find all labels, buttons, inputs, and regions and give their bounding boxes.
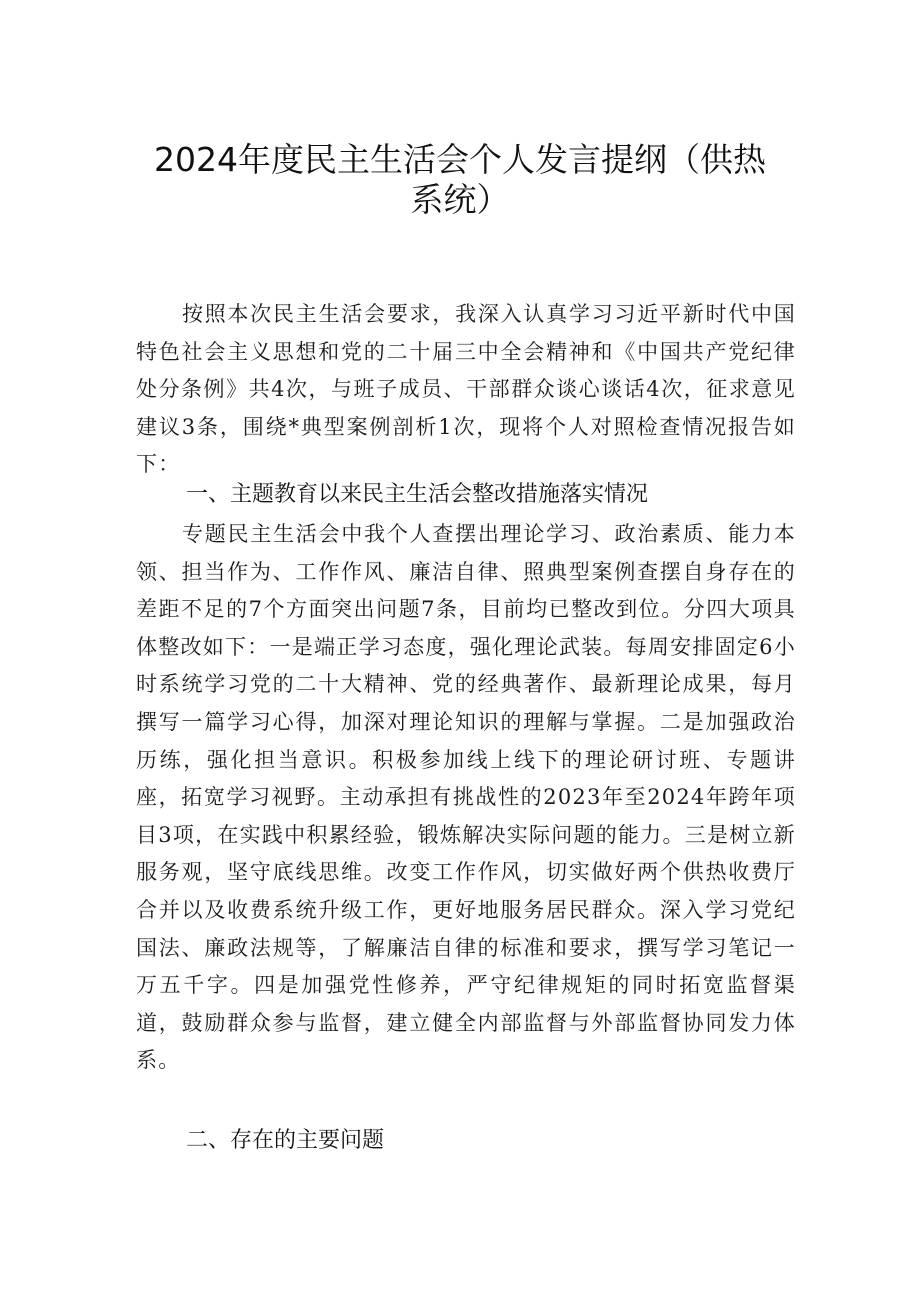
document-title-line-1: 2024年度民主生活会个人发言提纲（供热 (154, 140, 766, 179)
intro-paragraph: 按照本次民主生活会要求，我深入认真学习习近平新时代中国特色社会主义思想和党的二十届三中全会精神和《中国共产党纪律处分条例》共4次，与班子成员、干部群众谈心谈话4次，征求意见建议3条，围绕*典型案例剖析1次，现将个人对照检查情况报告如下： (136, 302, 796, 477)
section-heading-2: 二、存在的主要问题 (186, 1128, 385, 1153)
rectification-paragraph: 专题民主生活会中我个人查摆出理论学习、政治素质、能力本领、担当作为、工作作风、廉洁自律、照典型案例查摆自身存在的差距不足的7个方面突出问题7条，目前均已整改到位。分四大项具体整改如下：一是端正学习态度，强化理论武装。每周安排固定6小时系统学习党的二十大精神、党的经典著作、最新理论成果，每月撰写一篇学习心得，加深对理论知识的理解与掌握。二是加强政治历练，强化担当意识。积极参加线上线下的理论研讨班、专题讲座，拓宽学习视野。主动承担有挑战性的2023年至2024年跨年项目3项，在实践中积累经验，锻炼解决实际问题的能力。三是树立新服务观，坚守底线思维。改变工作作风，切实做好两个供热收费厅合并以及收费系统升级工作，更好地服务居民群众。深入学习党纪国法、廉政法规等，了解廉洁自律的标准和要求，撰写学习笔记一万五千字。四是加强党性修养，严守纪律规矩的同时拓宽监督渠道，鼓励群众参与监督，建立健全内部监督与外部监督协同发力体系。 (136, 522, 796, 1073)
document-title-line-2: 系统） (410, 180, 510, 219)
section-heading-1: 一、主题教育以来民主生活会整改措施落实情况 (186, 482, 649, 507)
